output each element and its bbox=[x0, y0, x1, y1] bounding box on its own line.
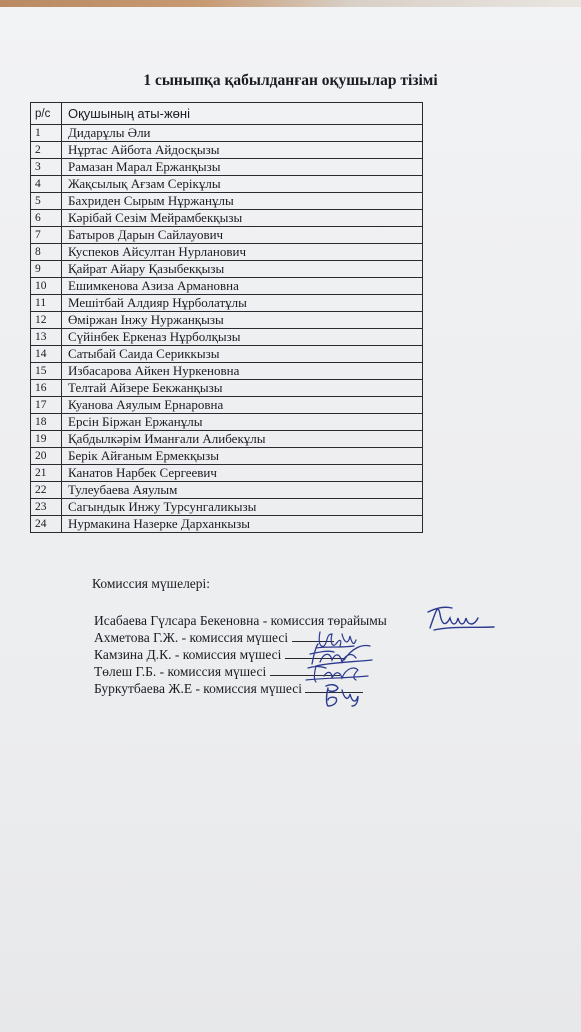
student-name: Телтай Айзере Бекжанқызы bbox=[62, 380, 423, 397]
table-row bbox=[31, 176, 423, 193]
table-row bbox=[31, 482, 423, 499]
row-number: 14 bbox=[31, 346, 62, 363]
table-row bbox=[31, 414, 423, 431]
row-number: 20 bbox=[31, 448, 62, 465]
row-number: 15 bbox=[31, 363, 62, 380]
row-number: 21 bbox=[31, 465, 62, 482]
table-row bbox=[31, 125, 423, 142]
row-number: 8 bbox=[31, 244, 62, 261]
table-row bbox=[31, 448, 423, 465]
student-name: Ешимкенова Азиза Армановна bbox=[62, 278, 423, 295]
student-name: Нұртас Айбота Айдосқызы bbox=[62, 142, 423, 159]
student-name: Куанова Аяулым Ернаровна bbox=[62, 397, 423, 414]
row-number: 5 bbox=[31, 193, 62, 210]
member-text: Ахметова Г.Ж. - комиссия мүшесі bbox=[94, 630, 289, 645]
table-row bbox=[31, 278, 423, 295]
table-row bbox=[31, 210, 423, 227]
student-list-table bbox=[30, 102, 423, 533]
row-number: 19 bbox=[31, 431, 62, 448]
commission-heading: Комиссия мүшелері: bbox=[92, 576, 211, 591]
student-name: Нурмакина Назерке Дарханкызы bbox=[62, 516, 423, 533]
student-name: Жақсылық Ағзам Серікұлы bbox=[62, 176, 423, 193]
row-number: 22 bbox=[31, 482, 62, 499]
row-number: 3 bbox=[31, 159, 62, 176]
row-number: 10 bbox=[31, 278, 62, 295]
member-text: Буркутбаева Ж.Е - комиссия мүшесі bbox=[94, 681, 302, 696]
table-row bbox=[31, 227, 423, 244]
row-number: 1 bbox=[31, 125, 62, 142]
signature-member-4 bbox=[316, 680, 364, 710]
table-row bbox=[31, 159, 423, 176]
row-number: 4 bbox=[31, 176, 62, 193]
table-row bbox=[31, 465, 423, 482]
column-header-number: р/с bbox=[31, 103, 62, 125]
row-number: 16 bbox=[31, 380, 62, 397]
student-name: Тулеубаева Аяулым bbox=[62, 482, 423, 499]
table-body bbox=[31, 125, 423, 533]
table-row bbox=[31, 380, 423, 397]
table-row bbox=[31, 261, 423, 278]
student-name: Батыров Дарын Сайлауович bbox=[62, 227, 423, 244]
student-name: Мешітбай Алдияр Нұрболатұлы bbox=[62, 295, 423, 312]
row-number: 9 bbox=[31, 261, 62, 278]
student-name: Рамазан Марал Ержанқызы bbox=[62, 159, 423, 176]
student-name: Қайрат Айару Қазыбекқызы bbox=[62, 261, 423, 278]
table-row bbox=[31, 363, 423, 380]
student-name: Берік Айғаным Ермекқызы bbox=[62, 448, 423, 465]
table-header-row bbox=[31, 103, 423, 125]
table-row bbox=[31, 142, 423, 159]
table-row bbox=[31, 346, 423, 363]
table-row bbox=[31, 397, 423, 414]
row-number: 2 bbox=[31, 142, 62, 159]
column-header-name: Оқушының аты-жөні bbox=[62, 103, 423, 125]
table-row bbox=[31, 295, 423, 312]
row-number: 17 bbox=[31, 397, 62, 414]
row-number: 24 bbox=[31, 516, 62, 533]
table-row bbox=[31, 431, 423, 448]
row-number: 12 bbox=[31, 312, 62, 329]
row-number: 11 bbox=[31, 295, 62, 312]
student-name: Канатов Нарбек Сергеевич bbox=[62, 465, 423, 482]
row-number: 7 bbox=[31, 227, 62, 244]
student-name: Қабдылкәрім Иманғали Алибекұлы bbox=[62, 431, 423, 448]
student-name: Ерсін Біржан Ержанұлы bbox=[62, 414, 423, 431]
table-row bbox=[31, 244, 423, 261]
table-row bbox=[31, 312, 423, 329]
table-row bbox=[31, 499, 423, 516]
student-name: Бахриден Сырым Нұржанұлы bbox=[62, 193, 423, 210]
student-name: Кәрібай Сезім Мейрамбекқызы bbox=[62, 210, 423, 227]
member-text: Исабаева Гүлсара Бекеновна - комиссия төрайымы bbox=[94, 613, 387, 628]
student-name: Дидарұлы Әли bbox=[62, 125, 423, 142]
member-text: Төлеш Г.Б. - комиссия мүшесі bbox=[94, 664, 267, 679]
student-name: Сагындык Инжу Турсунгаликызы bbox=[62, 499, 423, 516]
row-number: 23 bbox=[31, 499, 62, 516]
document-title: 1 сыныпқа қабылданған оқушылар тізімі bbox=[143, 72, 438, 89]
student-name: Сүйінбек Еркеназ Нұрболқызы bbox=[62, 329, 423, 346]
student-name: Өміржан Інжу Нуржанқызы bbox=[62, 312, 423, 329]
table-row bbox=[31, 516, 423, 533]
student-name: Сатыбай Саида Сериккызы bbox=[62, 346, 423, 363]
student-name: Избасарова Айкен Нуркеновна bbox=[62, 363, 423, 380]
row-number: 6 bbox=[31, 210, 62, 227]
table-row bbox=[31, 193, 423, 210]
signature-chair bbox=[424, 600, 498, 636]
row-number: 18 bbox=[31, 414, 62, 431]
table-row bbox=[31, 329, 423, 346]
student-name: Куспеков Айсултан Нурланович bbox=[62, 244, 423, 261]
member-text: Камзина Д.К. - комиссия мүшесі bbox=[94, 647, 282, 662]
desk-edge bbox=[0, 0, 581, 7]
row-number: 13 bbox=[31, 329, 62, 346]
